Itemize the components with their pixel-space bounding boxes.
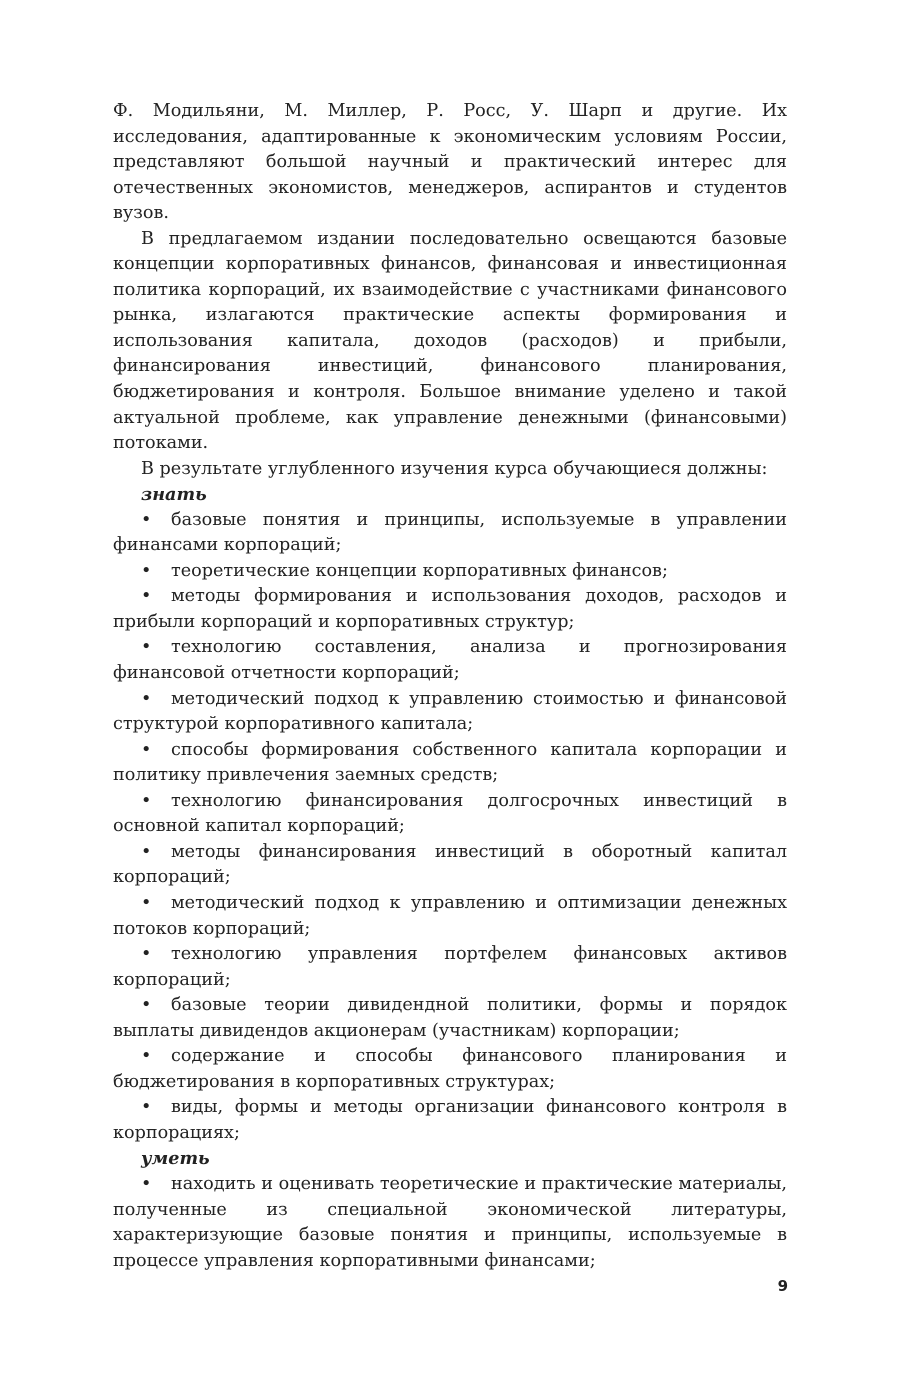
list-item-text: виды, формы и методы организации финансового контроля в корпорациях; [113, 1097, 787, 1143]
bullet-icon: • [141, 841, 152, 862]
bullet-icon: • [141, 688, 152, 709]
bullet-icon: • [141, 586, 152, 607]
bullet-icon: • [141, 1046, 152, 1067]
paragraph-continuation: Ф. Модильяни, М. Миллер, Р. Росс, У. Шарп и другие. Их исследования, адаптированные к экономическим условиям России, представляют большой научный и практический интерес для отечественных экономистов, менеджеров, аспирантов и студентов вузов. [113, 101, 787, 224]
list-item [113, 635, 787, 686]
paragraph-edition-overview: В предлагаемом издании последовательно освещаются базовые концепции корпоративных финансов, финансовая и инвестиционная политика корпораций, их взаимодействие с участниками финансового рынка, излагаются практические аспекты формирования и использования капитала, доходов (расходов) и прибыли, финансирования инвестиций, финансового планирования, бюджетирования и контроля. Большое внимание уделено и такой актуальной проблеме, как управление денежными (финансовыми) потоками. [113, 228, 787, 454]
bullet-icon: • [141, 892, 152, 913]
section-heading-be-able: уметь [141, 1148, 210, 1170]
list-item [113, 738, 787, 789]
bullet-icon: • [141, 1097, 152, 1118]
list-item [113, 993, 787, 1044]
bullet-icon: • [141, 560, 152, 581]
bullet-icon: • [141, 509, 152, 530]
section-heading-know: знать [141, 484, 207, 506]
bullet-icon: • [141, 1173, 152, 1194]
list-item [113, 891, 787, 942]
page-number: 9 [777, 1277, 788, 1295]
list-item [113, 1172, 787, 1274]
bullet-icon: • [141, 944, 152, 965]
bullet-icon: • [141, 995, 152, 1016]
list-item [113, 942, 787, 993]
list-item-text: методы формирования и использования доходов, расходов и прибыли корпораций и корпоративных структур; [113, 586, 787, 632]
list-item [113, 508, 787, 559]
list-item [113, 559, 787, 585]
list-item-text: способы формирования собственного капитала корпорации и политику привлечения заемных средств; [113, 739, 787, 786]
list-item-text: содержание и способы финансового планирования и бюджетирования в корпоративных структурах; [113, 1046, 787, 1092]
bullet-icon: • [141, 739, 152, 760]
list-item-text: технологию финансирования долгосрочных инвестиций в основной капитал корпораций; [113, 790, 787, 837]
list-item-text: технологию составления, анализа и прогнозирования финансовой отчетности корпораций; [113, 637, 787, 684]
list-item-text: базовые теории дивидендной политики, формы и порядок выплаты дивидендов акционерам (участникам) корпорации; [113, 995, 787, 1041]
list-item-text: теоретические концепции корпоративных финансов; [171, 560, 668, 581]
bullet-icon: • [141, 790, 152, 811]
list-item-text: базовые понятия и принципы, используемые в управлении финансами корпораций; [113, 509, 787, 556]
list-item [113, 789, 787, 840]
list-item-text: технологию управления портфелем финансовых активов корпораций; [113, 944, 787, 990]
body-text [113, 99, 787, 1274]
be-able-list [113, 1172, 787, 1274]
list-item [113, 584, 787, 635]
list-item [113, 687, 787, 738]
know-list [113, 508, 787, 1147]
list-item [113, 1044, 787, 1095]
list-item-text: методический подход к управлению стоимостью и финансовой структурой корпоративного капитала; [113, 688, 787, 735]
list-item-text: методический подход к управлению и оптимизации денежных потоков корпораций; [113, 892, 787, 939]
list-item [113, 1095, 787, 1146]
bullet-icon: • [141, 637, 152, 658]
list-item-text: находить и оценивать теоретические и практические материалы, полученные из специальной экономической литературы, характеризующие базовые понятия и принципы, используемые в процессе управления корпоративными финансами; [113, 1173, 787, 1271]
list-item [113, 840, 787, 891]
paragraph-learning-outcomes-intro: В результате углубленного изучения курса обучающиеся должны: [141, 458, 768, 479]
list-item-text: методы финансирования инвестиций в оборотный капитал корпораций; [113, 841, 787, 888]
